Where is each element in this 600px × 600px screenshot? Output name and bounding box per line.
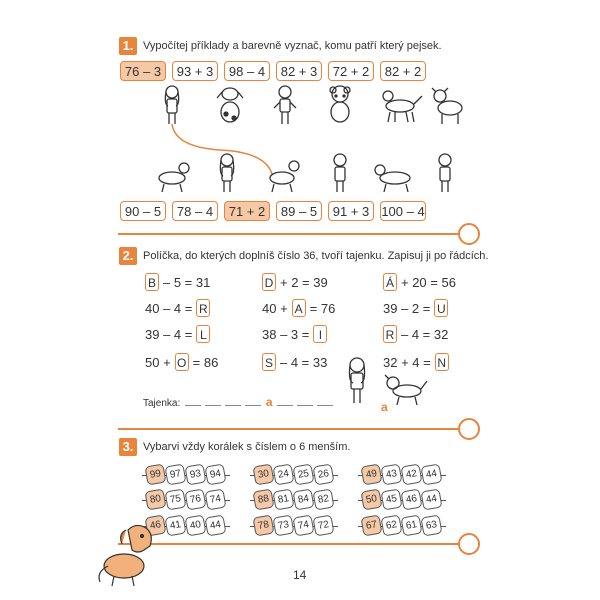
letter-box[interactable]: O xyxy=(175,353,189,371)
equation-left: 39 – 2 = xyxy=(383,300,431,316)
equation xyxy=(383,273,456,291)
letter-box[interactable]: I xyxy=(313,325,327,343)
divider-3 xyxy=(118,543,468,545)
bead[interactable]: 42 xyxy=(400,463,422,485)
bead-string xyxy=(254,516,334,535)
bead[interactable]: 45 xyxy=(380,488,402,510)
divider-ring-icon xyxy=(458,223,480,245)
bead[interactable]: 84 xyxy=(292,488,314,510)
bead-string xyxy=(146,490,226,509)
top-expression-box[interactable]: 82 + 3 xyxy=(276,61,322,81)
equation-left: 39 – 4 = xyxy=(145,326,193,342)
boy-figure-2 xyxy=(334,154,346,192)
equation xyxy=(145,325,210,343)
equation-left: 40 – 4 = xyxy=(145,300,193,316)
bead[interactable]: 62 xyxy=(380,514,402,536)
bead[interactable]: 41 xyxy=(164,514,186,536)
bead-string xyxy=(362,465,442,484)
divider-ring-icon xyxy=(458,533,480,555)
letter-box[interactable]: D xyxy=(262,273,276,291)
girl-figure-1 xyxy=(165,86,178,124)
equation-right: + 20 = 56 xyxy=(401,274,456,290)
bead[interactable]: 25 xyxy=(292,463,314,485)
task-3-instruction: Vybarvi vždy korálek s číslem o 6 menším. xyxy=(143,441,351,453)
equation-right: = 86 xyxy=(192,354,219,370)
divider-ring-icon xyxy=(458,418,480,440)
equation-right: – 4 = 33 xyxy=(280,354,328,370)
equation xyxy=(145,273,210,291)
equation-right: – 4 = 32 xyxy=(401,326,449,342)
task-2-instruction: Políčka, do kterých doplníš číslo 36, tvoří tajenku. Zapisuj ji po řádcích. xyxy=(143,250,489,262)
bead[interactable]: 99 xyxy=(144,463,166,485)
letter-box[interactable]: S xyxy=(262,353,276,371)
equation-left: 50 + xyxy=(145,354,171,370)
letter-box[interactable]: A xyxy=(292,299,306,317)
bead[interactable]: 82 xyxy=(312,488,334,510)
letter-box[interactable]: L xyxy=(196,325,210,343)
tajenka-letter: a xyxy=(265,395,273,409)
equation-right: + 2 = 39 xyxy=(280,274,328,290)
bead[interactable]: 46 xyxy=(400,488,422,510)
dog-figure-5 xyxy=(159,163,189,192)
task-1-number: 1. xyxy=(119,37,137,55)
bead[interactable]: 44 xyxy=(420,488,442,510)
top-expression-box[interactable]: 82 + 2 xyxy=(380,61,426,81)
equation-left: 32 + 4 = xyxy=(383,354,431,370)
letter-box[interactable]: N xyxy=(435,353,449,371)
bead[interactable]: 40 xyxy=(184,514,206,536)
bead[interactable]: 93 xyxy=(184,463,206,485)
equation-left: 38 – 3 = xyxy=(262,326,310,342)
girl-figure-2 xyxy=(220,154,233,192)
bead-string xyxy=(254,465,334,484)
bottom-expression-box[interactable]: 90 – 5 xyxy=(120,201,166,221)
top-expression-box[interactable]: 93 + 3 xyxy=(172,61,218,81)
bead[interactable]: 75 xyxy=(164,488,186,510)
tajenka-line xyxy=(143,395,335,409)
bead[interactable]: 80 xyxy=(144,488,166,510)
bead[interactable]: 94 xyxy=(204,463,226,485)
bead[interactable]: 74 xyxy=(204,488,226,510)
equation xyxy=(262,353,327,371)
bead[interactable]: 50 xyxy=(360,488,382,510)
dog-figure-1 xyxy=(217,88,243,122)
top-expression-box[interactable]: 72 + 2 xyxy=(328,61,374,81)
figure-letter: a xyxy=(381,400,388,414)
top-expression-box[interactable]: 98 – 4 xyxy=(224,61,270,81)
top-expression-box[interactable]: 76 – 3 xyxy=(120,61,166,81)
boy-figure-1 xyxy=(274,86,296,124)
dog-figure-7 xyxy=(375,165,410,192)
bead-string xyxy=(254,490,334,509)
bottom-expression-box[interactable]: 89 – 5 xyxy=(276,201,322,221)
bead[interactable]: 61 xyxy=(400,514,422,536)
bead[interactable]: 81 xyxy=(272,488,294,510)
divider-1 xyxy=(118,233,468,235)
tajenka-label: Tajenka: xyxy=(143,398,181,409)
equation xyxy=(383,299,448,317)
bead[interactable]: 78 xyxy=(252,514,274,536)
bottom-figures-row xyxy=(120,152,480,197)
bead-string xyxy=(362,516,442,535)
task-1-instruction: Vypočítej příklady a barevně vyznač, komu patří který pejsek. xyxy=(143,40,442,52)
dog-figure-3 xyxy=(383,91,422,122)
bead[interactable]: 73 xyxy=(272,514,294,536)
letter-box[interactable]: B xyxy=(145,273,159,291)
bead[interactable]: 76 xyxy=(184,488,206,510)
divider-2 xyxy=(118,428,468,430)
bead[interactable]: 26 xyxy=(312,463,334,485)
letter-box[interactable]: U xyxy=(434,299,448,317)
equation xyxy=(262,325,327,343)
equation xyxy=(262,299,335,317)
dog-figure-4 xyxy=(432,88,462,124)
dog-figure-6 xyxy=(270,161,299,192)
bead[interactable]: 44 xyxy=(420,463,442,485)
equation-left: 40 + xyxy=(262,300,288,316)
bottom-expression-box[interactable]: 71 + 2 xyxy=(224,201,270,221)
bead[interactable]: 30 xyxy=(252,463,274,485)
bead[interactable]: 44 xyxy=(204,514,226,536)
letter-box[interactable]: Á xyxy=(383,273,397,291)
bead-string xyxy=(362,490,442,509)
bottom-expression-box[interactable]: 78 – 4 xyxy=(172,201,218,221)
bead[interactable]: 46 xyxy=(144,514,166,536)
bead[interactable]: 43 xyxy=(380,463,402,485)
task-2-number: 2. xyxy=(119,247,137,265)
bead[interactable]: 49 xyxy=(360,463,382,485)
bead[interactable]: 88 xyxy=(252,488,274,510)
bead[interactable]: 74 xyxy=(292,514,314,536)
bead[interactable]: 97 xyxy=(164,463,186,485)
equation-right: = 76 xyxy=(309,300,336,316)
equation-right: – 5 = 31 xyxy=(163,274,211,290)
equation xyxy=(145,353,218,371)
dog-figure-2 xyxy=(330,86,350,122)
letter-box[interactable]: R xyxy=(383,325,397,343)
horse-mascot-icon xyxy=(88,520,168,590)
equation xyxy=(383,325,448,343)
bead[interactable]: 67 xyxy=(360,514,382,536)
task-3-number: 3. xyxy=(119,438,137,456)
bead[interactable]: 24 xyxy=(272,463,294,485)
letter-box[interactable]: R xyxy=(196,299,210,317)
bottom-expression-box[interactable]: 91 + 3 xyxy=(328,201,374,221)
bead[interactable]: 72 xyxy=(312,514,334,536)
equation xyxy=(145,299,210,317)
bead-string xyxy=(146,465,226,484)
equation xyxy=(262,273,328,291)
page-number: 14 xyxy=(293,568,307,582)
boy-figure-3 xyxy=(439,154,451,192)
girl-and-dog-figure xyxy=(345,355,435,410)
bead[interactable]: 63 xyxy=(420,514,442,536)
bottom-expression-box[interactable]: 100 – 4 xyxy=(380,201,426,221)
